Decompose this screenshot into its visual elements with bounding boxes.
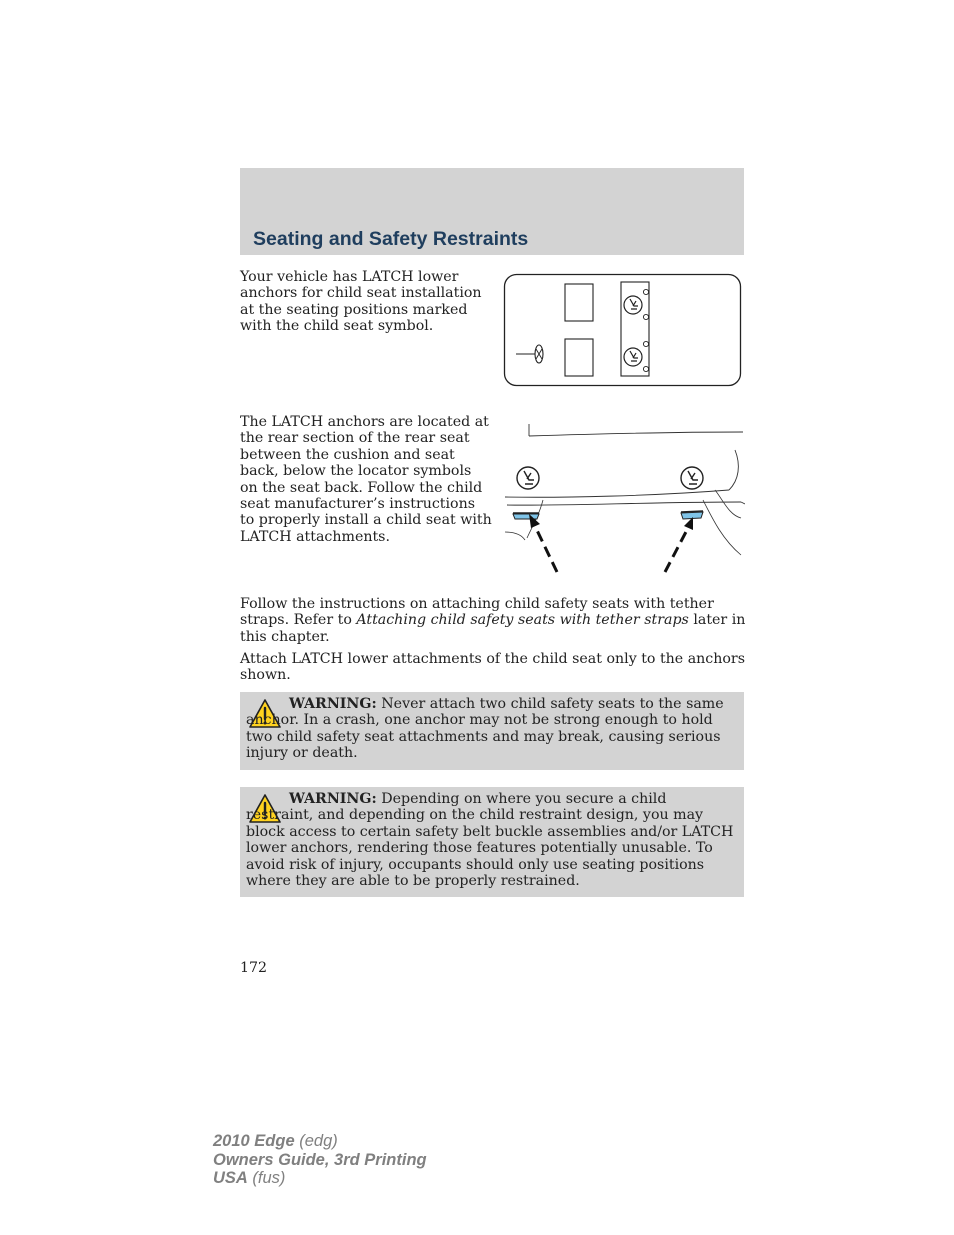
- child-seat-symbol-icon: [624, 296, 642, 314]
- pointer-arrow-right: [665, 517, 693, 572]
- warning-text: WARNING: Never attach two child safety seats to the same anchor. In a crash, one anchor may not be strong enough to hold two child safety seat attachments and may break, causing serious injury or death.: [246, 696, 724, 762]
- latch-anchor-left: [513, 513, 539, 519]
- front-seat-left: [565, 284, 593, 321]
- footer-market-line: USA (fus): [213, 1169, 286, 1187]
- child-seat-symbol-icon: [681, 467, 703, 489]
- cross-reference: Attaching child safety seats with tether straps: [356, 612, 689, 629]
- tether-instructions-paragraph: Follow the instructions on attaching child safety seats with tether straps. Refer to Attaching child safety seats with tether straps later in this chapter.: [240, 596, 746, 645]
- vehicle-seating-diagram: [503, 273, 742, 387]
- anchor-point: [643, 314, 648, 319]
- front-seat-right: [565, 339, 593, 376]
- warning-label: WARNING:: [289, 696, 377, 712]
- anchor-point: [643, 289, 648, 294]
- anchor-point: [643, 366, 648, 371]
- document-footer: [213, 1132, 427, 1188]
- latch-location-paragraph: The LATCH anchors are located at the rear section of the rear seat between the cushion and seat back, below the locator symbols on the seat back. Follow the child seat manufacturer’s instructions to properly install a child seat with LATCH attachments.: [240, 414, 492, 545]
- child-seat-symbol-icon: [517, 467, 539, 489]
- section-title: Seating and Safety Restraints: [253, 228, 529, 250]
- warning-box: [240, 692, 744, 770]
- page-number: 172: [240, 960, 268, 976]
- anchor-point: [643, 341, 648, 346]
- latch-anchor-right: [681, 511, 703, 519]
- section-header-band: [240, 168, 744, 255]
- warning-text: WARNING: Depending on where you secure a child restraint, and depending on the child restraint design, you may block access to certain safety belt buckle assemblies and/or LATCH lower anchors, rendering those features potentially unusable. To avoid risk of injury, occupants should only use seating positions where they are able to be properly restrained.: [246, 791, 734, 890]
- latch-anchor-illustration: [503, 420, 745, 576]
- pointer-arrow-left: [529, 514, 557, 572]
- footer-guide-line: Owners Guide, 3rd Printing: [213, 1150, 427, 1169]
- latch-intro-paragraph: Your vehicle has LATCH lower anchors for child seat installation at the seating positions marked with the child seat symbol.: [240, 269, 482, 335]
- warning-box: [240, 787, 744, 897]
- attach-latch-paragraph: Attach LATCH lower attachments of the child seat only to the anchors shown.: [240, 651, 745, 684]
- steering-wheel-icon: [516, 345, 543, 363]
- child-seat-symbol-icon: [624, 348, 642, 366]
- footer-model-line: 2010 Edge (edg): [213, 1132, 338, 1150]
- warning-label: WARNING:: [289, 791, 377, 807]
